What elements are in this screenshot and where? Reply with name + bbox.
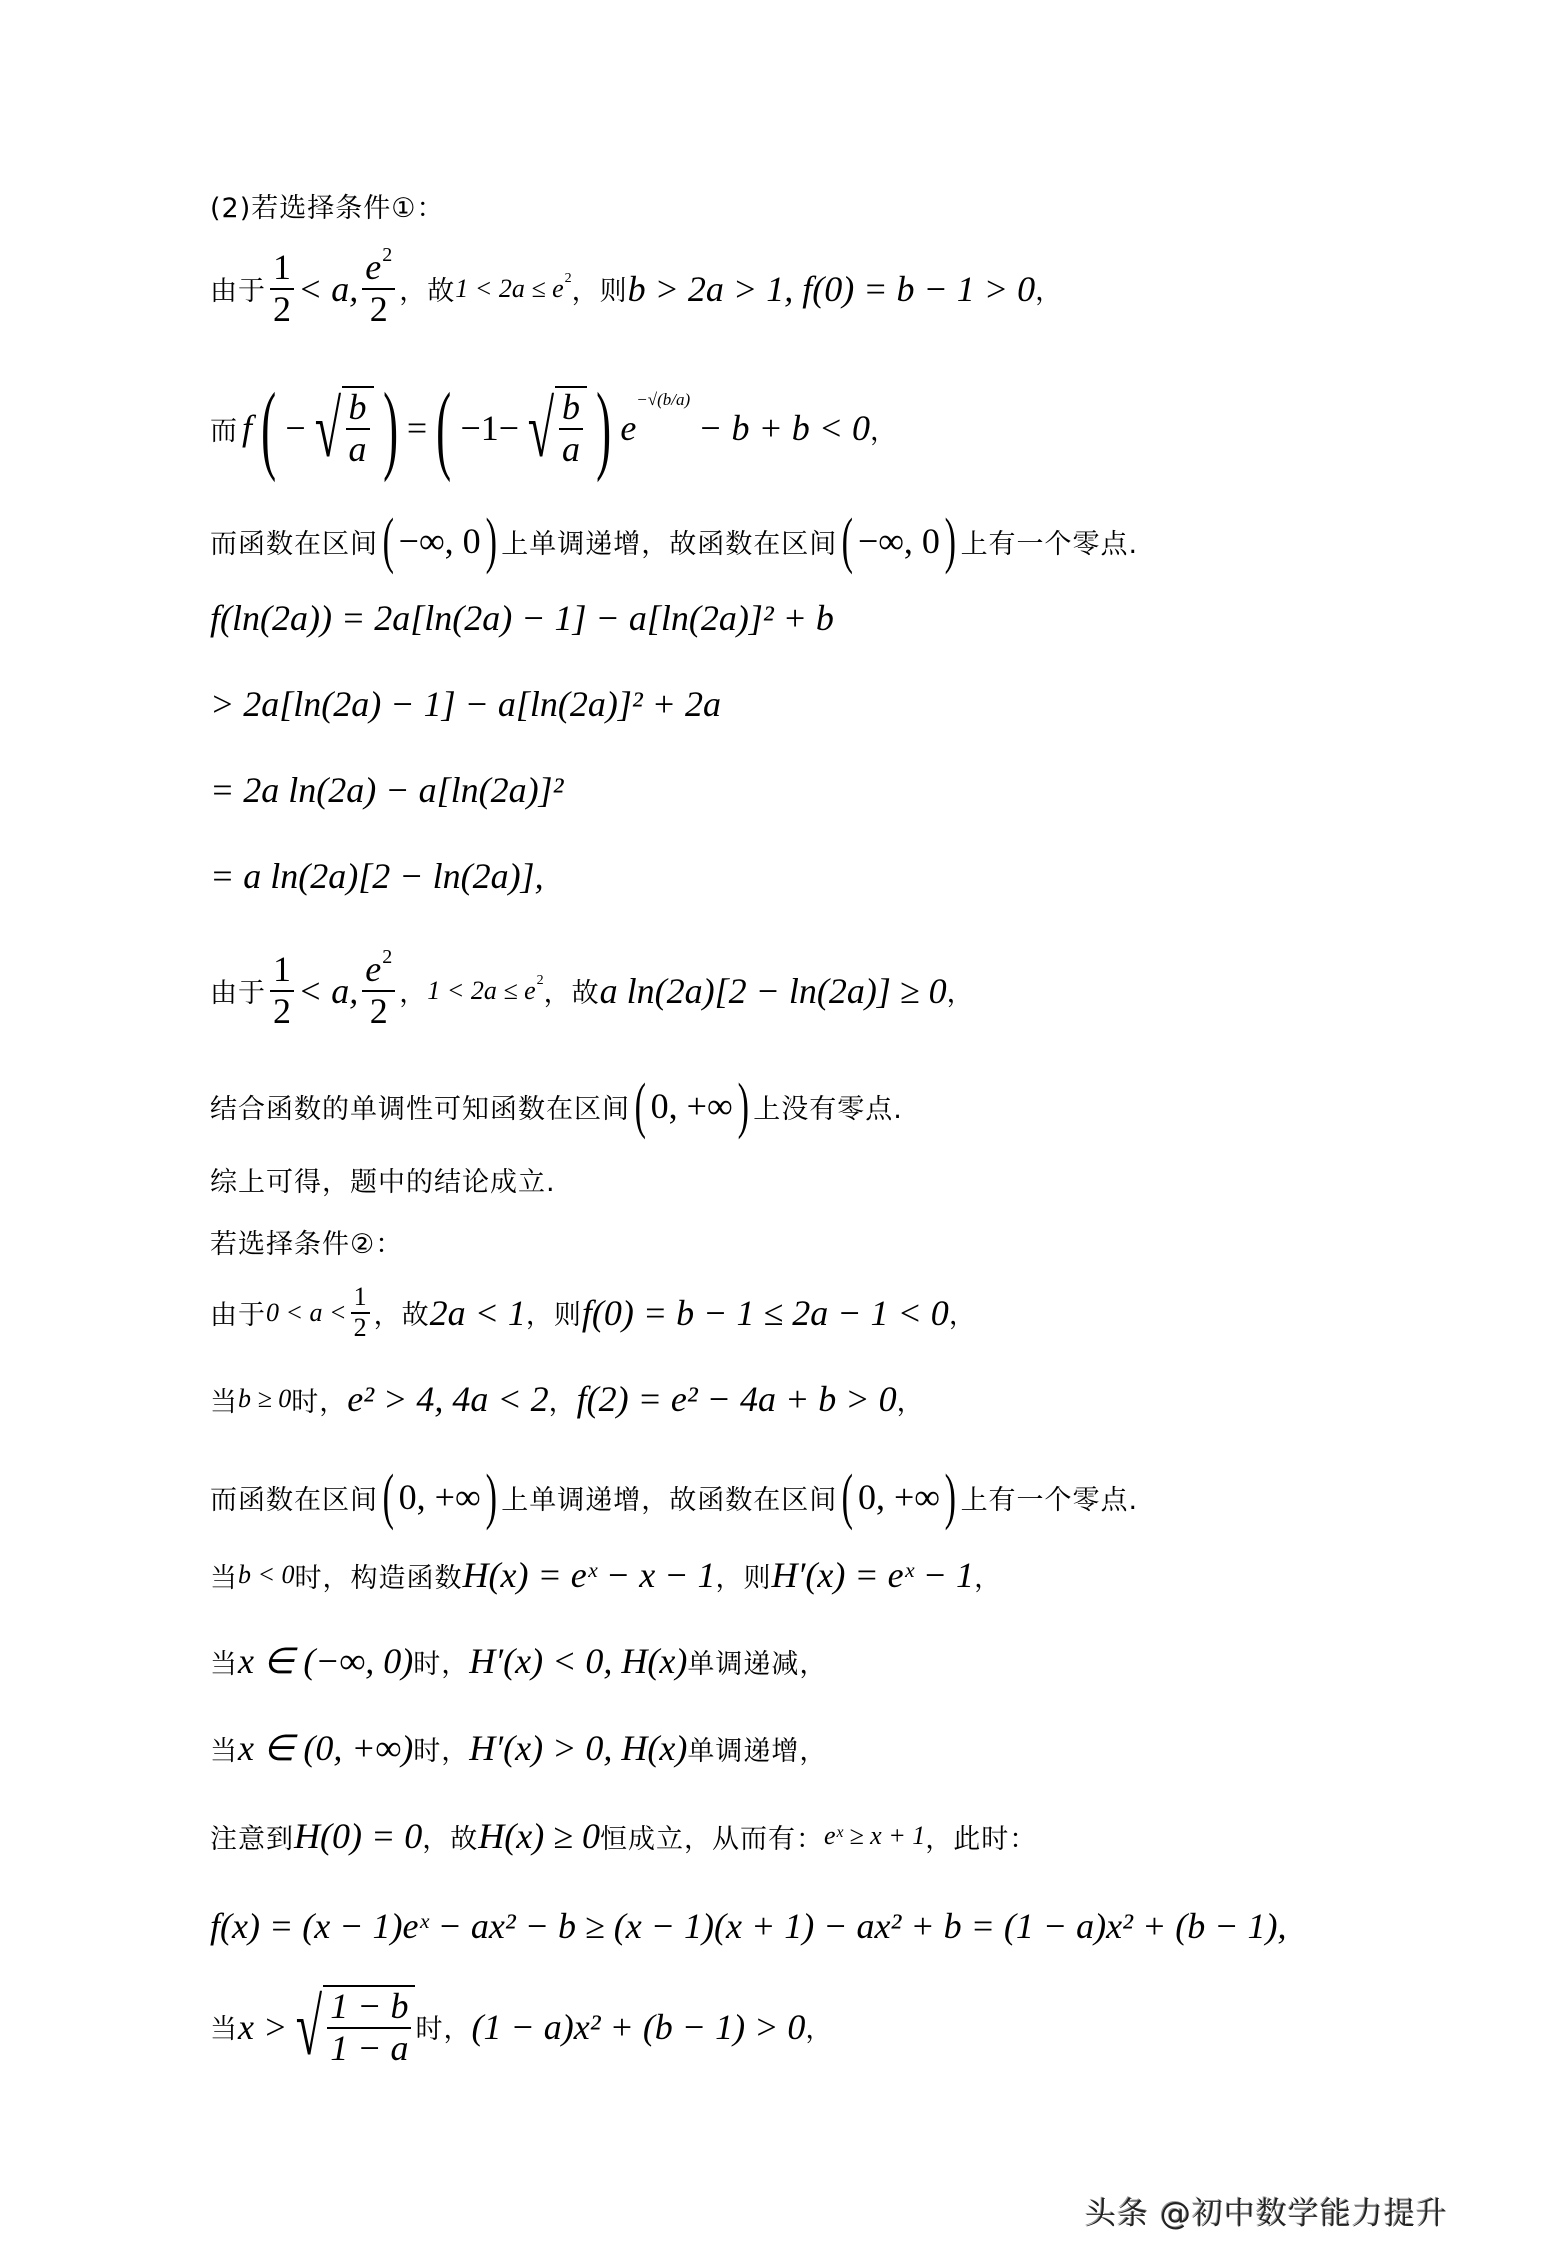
text: 当 (210, 1735, 238, 1767)
equation-line-1 (210, 597, 834, 639)
math: H′(x) = eˣ − 1 (771, 1555, 975, 1595)
text: ， (1035, 276, 1064, 308)
denominator: 2 (273, 288, 291, 329)
math: e² > 4, 4a < 2 (347, 1379, 549, 1419)
proof2-line-7 (210, 1815, 1037, 1857)
math: H′(x) < 0, H(x) (469, 1641, 688, 1681)
radical-sign: √ (296, 1984, 323, 2073)
denominator: 2 (369, 288, 388, 329)
text: 当 (210, 1562, 238, 1594)
fraction (346, 388, 370, 469)
text: 时， (413, 1735, 470, 1767)
paren-left: ( (436, 372, 452, 483)
proof-line-9 (210, 1072, 903, 1140)
proof2-line-6 (210, 1727, 827, 1769)
radical-sign: √ (314, 385, 341, 474)
numerator: 1 − b (327, 1987, 411, 2029)
watermark-text: 头条 @初中数学能力提升 (1085, 2196, 1448, 2232)
fraction-e-squared-half (362, 946, 395, 1031)
numerator: 1 (270, 950, 294, 992)
denominator: a (348, 429, 367, 469)
text: ，故 (543, 978, 600, 1010)
interval: −∞, 0 (398, 521, 481, 561)
interval: 0, +∞ (857, 1477, 940, 1517)
sqrt-b-over-a (306, 385, 374, 474)
math: < a, (298, 268, 359, 309)
paren-right: ) (382, 372, 398, 483)
math: H′(x) > 0, H(x) (469, 1728, 688, 1768)
fraction-one-half (270, 248, 294, 329)
equation-line-4 (210, 855, 544, 897)
text: ，故 (373, 1300, 430, 1332)
denominator: 2 (353, 1312, 367, 1342)
math: (1 − a)x² + (b − 1) > 0 (471, 2006, 806, 2047)
proof-line-2 (210, 372, 899, 483)
paren-right: ) (944, 1463, 956, 1531)
interval: 0, +∞ (650, 1086, 733, 1126)
numerator: b (559, 388, 583, 430)
text: 当 (210, 2014, 238, 2046)
text: ，故 (422, 1823, 479, 1855)
denominator: a (562, 429, 580, 469)
paren-left: ( (634, 1072, 647, 1140)
math: 0 < a < (266, 1297, 347, 1327)
fraction-one-half (270, 950, 294, 1031)
text: 结合函数的单调性可知函数在区间 (210, 1093, 630, 1125)
heading-text: 若选择条件②： (210, 1229, 404, 1260)
paren-right: ) (737, 1072, 749, 1140)
text: 注意到 (210, 1823, 294, 1855)
paren-left: ( (841, 1463, 854, 1531)
text: 时， (415, 2014, 472, 2046)
equation-line-3 (210, 769, 563, 811)
radicand (555, 386, 587, 469)
text: ， (805, 2014, 834, 2046)
text: ， (870, 415, 899, 447)
proof2-line-3 (210, 1463, 1139, 1531)
math: e (620, 408, 637, 448)
math: > 2a[ln(2a) − 1] − a[ln(2a)]² + 2a (210, 684, 721, 724)
denominator: 2 (273, 990, 291, 1031)
text: ， (548, 1386, 577, 1418)
proof2-line-1 (210, 1283, 977, 1342)
paren-right: ) (944, 507, 956, 575)
radicand (323, 1985, 415, 2068)
proof-line-1 (210, 244, 1064, 329)
math: x ∈ (−∞, 0) (238, 1641, 414, 1681)
interval: −∞, 0 (857, 521, 940, 561)
math: f (242, 408, 253, 448)
fraction-e-squared-half (362, 244, 395, 329)
numerator: 1 (351, 1283, 370, 1314)
math: eˣ ≥ x + 1 (824, 1821, 926, 1850)
heading-text: (2)若选择条件①： (210, 193, 445, 224)
math: f(x) = (x − 1)eˣ − ax² − b ≥ (x − 1)(x + 1) − ax² + b = (1 − a)x² + (b − 1), (210, 1906, 1287, 1946)
sqrt-fraction (287, 1984, 415, 2073)
math: −1− (460, 408, 520, 448)
text: 当 (210, 1386, 238, 1418)
text: ， (948, 1300, 977, 1332)
proof-line-8 (210, 946, 975, 1031)
math: 1 < 2a ≤ e (427, 975, 536, 1005)
paren-right: ) (485, 1463, 497, 1531)
text: 由于 (210, 276, 266, 308)
text: 上没有零点. (753, 1093, 903, 1125)
proof2-line-9 (210, 1984, 834, 2073)
text: ，故 (399, 276, 456, 308)
text: 综上可得，题中的结论成立. (210, 1167, 556, 1198)
paren-left: ( (841, 507, 854, 575)
math: = 2a ln(2a) − a[ln(2a)]² (210, 770, 564, 810)
text: ，此时： (925, 1823, 1038, 1855)
text: 单调递减， (687, 1648, 828, 1680)
text: 而函数在区间 (210, 528, 378, 560)
text: 由于 (210, 978, 266, 1010)
proof2-line-4 (210, 1554, 1002, 1596)
math: x ∈ (0, +∞) (238, 1728, 414, 1768)
paren-left: ( (382, 507, 395, 575)
text: 单调递增， (687, 1735, 828, 1767)
heading-condition-1 (210, 186, 444, 225)
heading-condition-2 (210, 1222, 403, 1261)
text: 上有一个零点. (960, 1484, 1139, 1516)
paren-right: ) (485, 507, 497, 575)
text: 上有一个零点. (960, 528, 1139, 560)
text: 当 (210, 1648, 238, 1680)
math: = (406, 408, 428, 448)
sqrt-b-over-a (519, 385, 587, 474)
exponent: −√(b/a) (636, 390, 691, 409)
math: H(x) = eˣ − x − 1 (462, 1555, 716, 1595)
radical-sign: √ (527, 385, 555, 474)
fraction-one-half (351, 1283, 370, 1342)
paren-right: ) (596, 372, 612, 483)
paren-left: ( (382, 1463, 395, 1531)
text: 时， (291, 1386, 348, 1418)
text: 而函数在区间 (210, 1484, 378, 1516)
math: a ln(2a)[2 − ln(2a)] ≥ 0 (599, 970, 947, 1011)
text: ，则 (571, 276, 628, 308)
numerator (362, 244, 395, 290)
text: 恒成立，从而有： (600, 1823, 824, 1855)
math: = a ln(2a)[2 − ln(2a)], (210, 856, 544, 896)
text: ， (946, 978, 975, 1010)
math: f(2) = e² − 4a + b > 0 (576, 1379, 897, 1419)
math: H(x) ≥ 0 (478, 1816, 600, 1856)
math: H(0) = 0 (294, 1816, 423, 1856)
exponent: 2 (382, 244, 393, 266)
text: 时，构造函数 (294, 1562, 463, 1594)
text: ，则 (525, 1300, 582, 1332)
math: f(ln(2a)) = 2a[ln(2a) − 1] − a[ln(2a)]² + b (210, 598, 834, 638)
exponent: 2 (564, 270, 572, 286)
text: ， (974, 1562, 1003, 1594)
numerator: b (346, 388, 370, 430)
text: ，则 (715, 1562, 772, 1594)
text: 时， (413, 1648, 470, 1680)
fraction (559, 388, 583, 469)
exponent: 2 (536, 972, 544, 988)
numerator: 1 (270, 248, 294, 290)
base: e (365, 247, 382, 287)
math: b ≥ 0 (238, 1384, 292, 1413)
math: − b + b < 0 (698, 408, 871, 448)
equation-line-2 (210, 683, 721, 725)
math: x > (238, 2006, 288, 2047)
math: f(0) = b − 1 ≤ 2a − 1 < 0 (581, 1292, 949, 1333)
denominator: 1 − a (330, 2027, 409, 2068)
radicand (342, 386, 374, 469)
exponent: 2 (382, 946, 393, 968)
math: − (285, 408, 306, 448)
text: ， (896, 1386, 925, 1418)
math: < a, (298, 970, 359, 1011)
math: b < 0 (238, 1560, 295, 1589)
conclusion-line (210, 1160, 556, 1199)
math: 1 < 2a ≤ e (455, 273, 564, 303)
watermark (1085, 2188, 1448, 2233)
proof2-line-8 (210, 1905, 1287, 1947)
proof2-line-5 (210, 1640, 827, 1682)
paren-left: ( (261, 372, 277, 483)
base: e (365, 949, 382, 989)
numerator (362, 946, 395, 992)
text: ， (399, 978, 428, 1010)
fraction (327, 1987, 411, 2068)
math: b > 2a > 1, f(0) = b − 1 > 0 (627, 268, 1036, 309)
text: 上单调递增，故函数在区间 (501, 1484, 838, 1516)
text: 由于 (210, 1300, 266, 1332)
denominator: 2 (369, 990, 388, 1031)
math: 2a < 1 (429, 1292, 526, 1333)
proof2-line-2 (210, 1378, 925, 1420)
interval: 0, +∞ (398, 1477, 481, 1517)
text: 上单调递增，故函数在区间 (501, 528, 838, 560)
text: 而 (210, 415, 238, 447)
proof-line-3 (210, 507, 1139, 575)
